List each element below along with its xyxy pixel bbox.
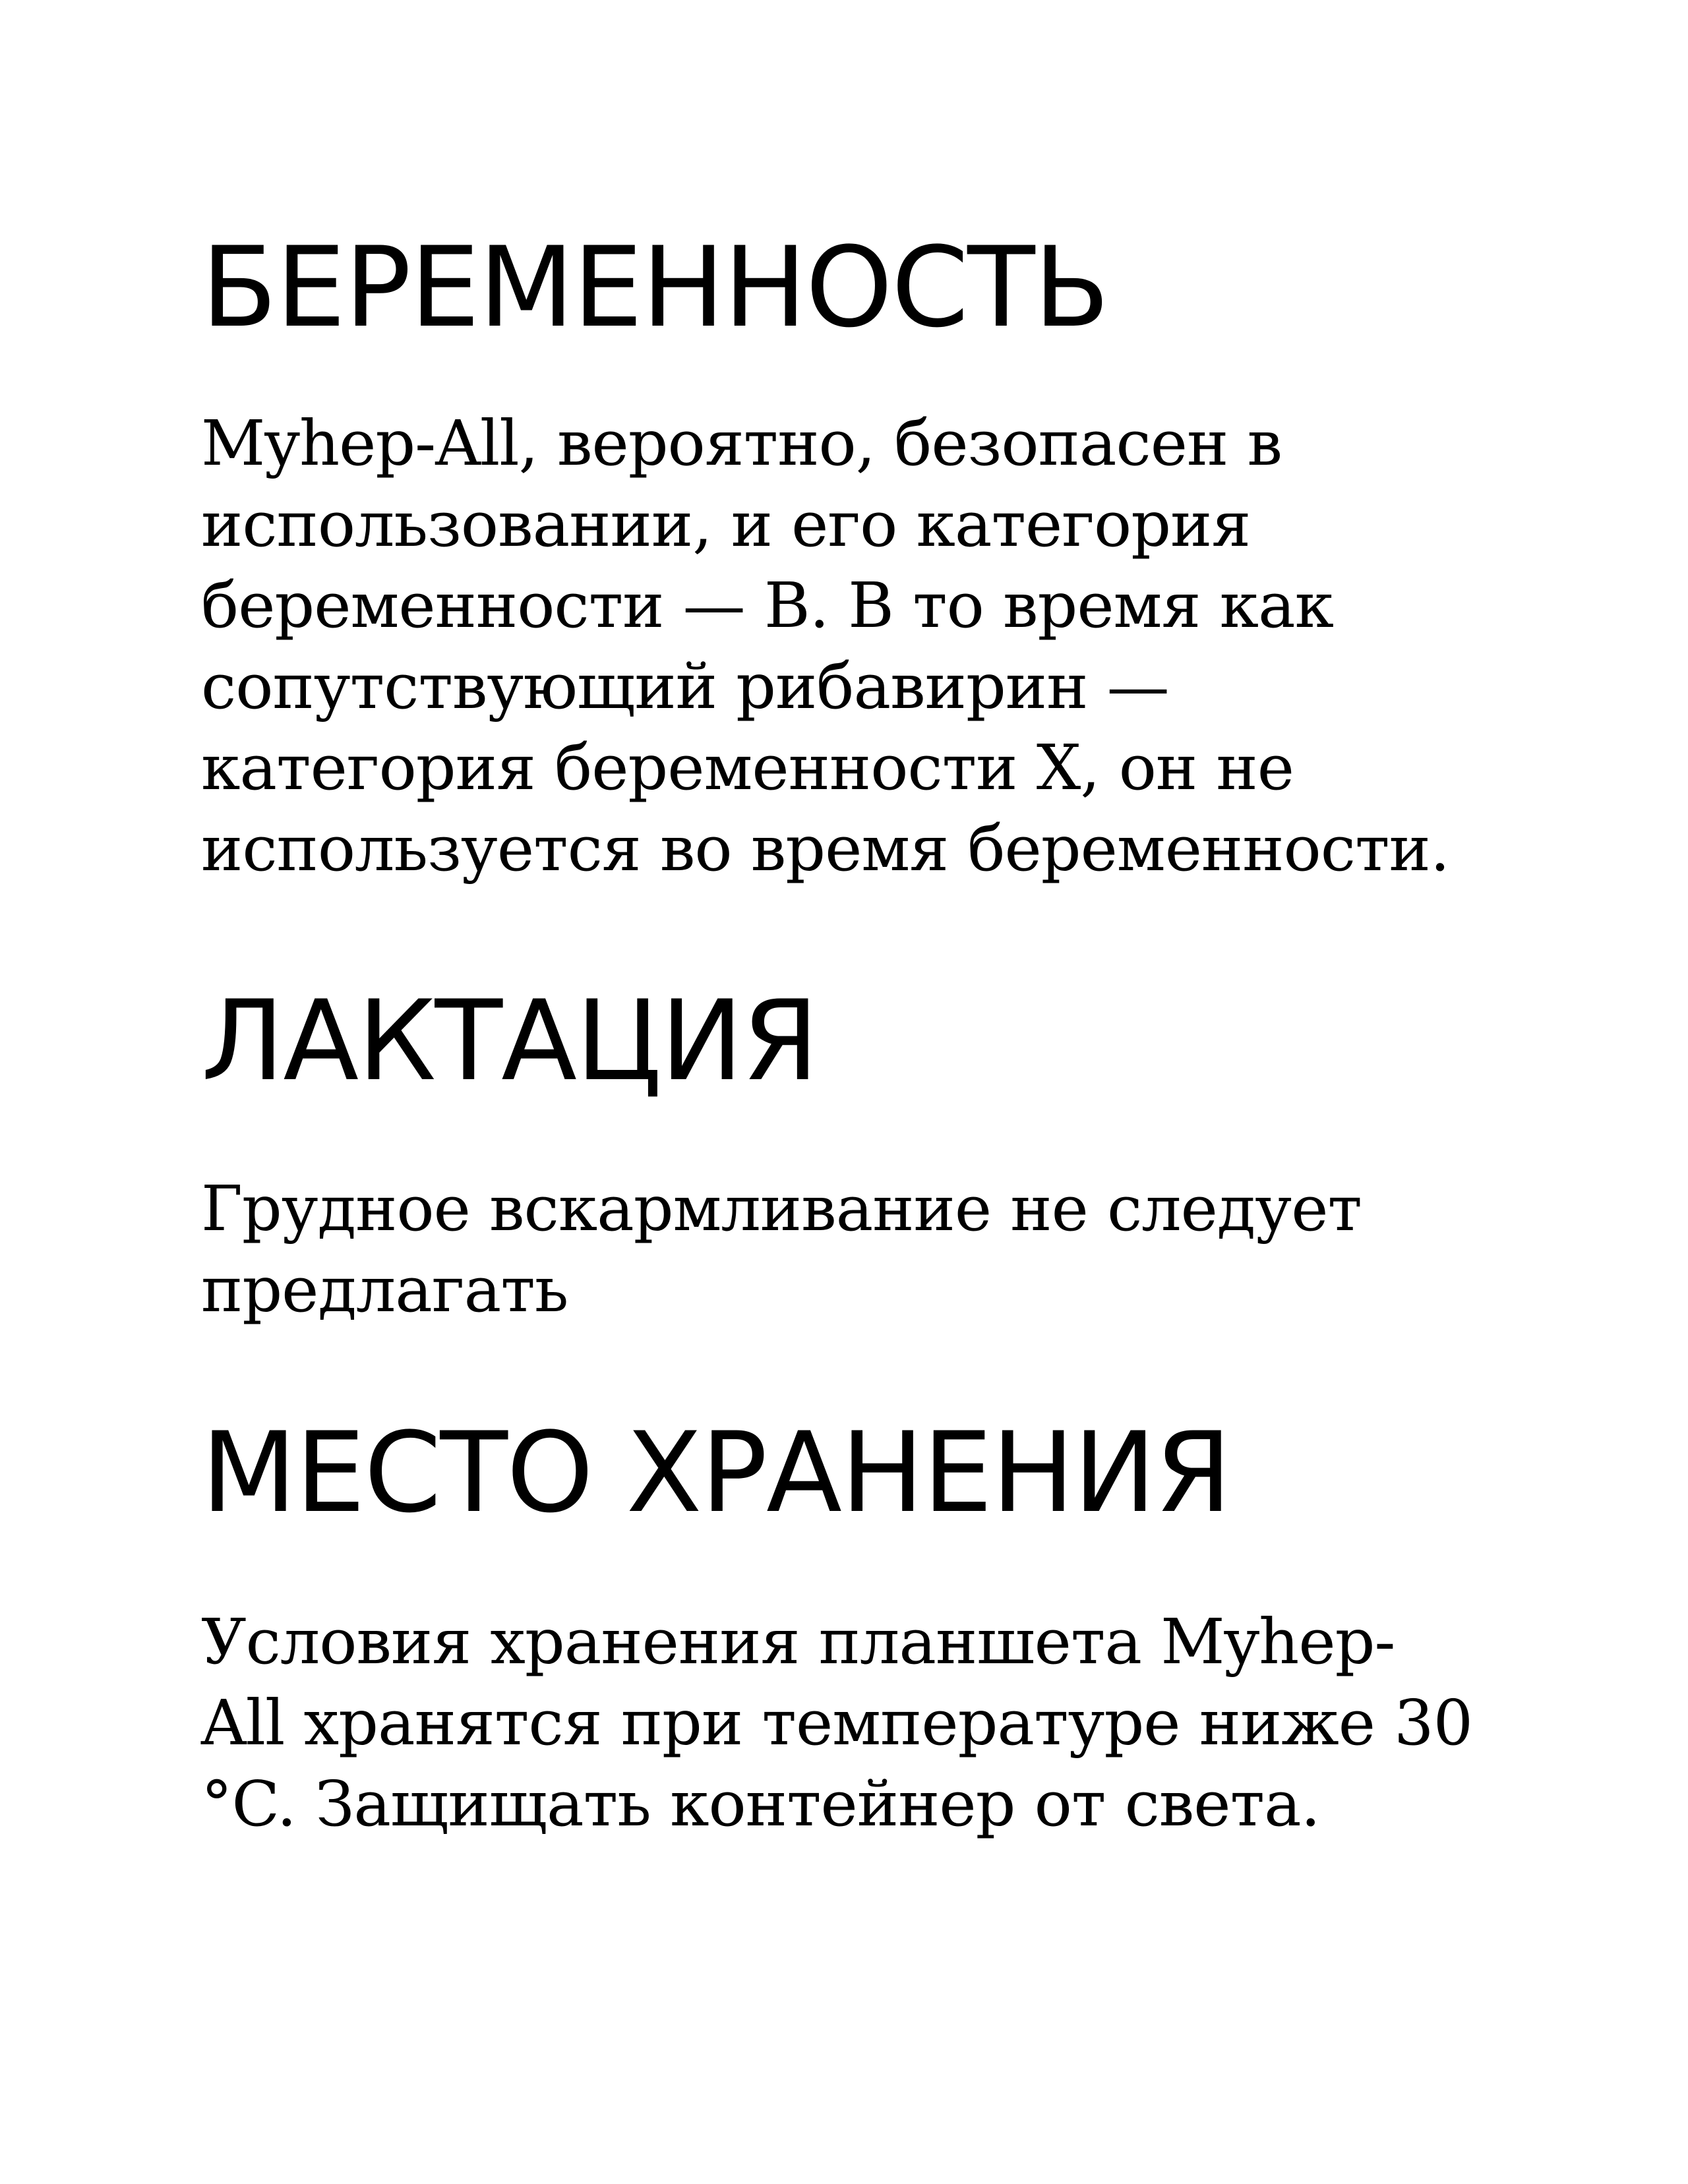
pregnancy-text	[201, 403, 1449, 890]
lactation-text-line: Грудное вскармливание не следует	[201, 1173, 1362, 1245]
pregnancy-text-line: беременности — B. В то время как	[201, 570, 1333, 642]
storage-text	[201, 1602, 1472, 1845]
storage-text-line: °C. Защищать контейнер от света.	[201, 1768, 1320, 1841]
pregnancy-text-line: категория беременности X, он не	[201, 732, 1294, 804]
pregnancy-text-line: используется во время беременности.	[201, 813, 1450, 885]
storage-text-line: Условия хранения планшета Myhep-	[201, 1606, 1395, 1678]
storage-heading: МЕСТО ХРАНЕНИЯ	[201, 1408, 1231, 1537]
pregnancy-heading: БЕРЕМЕННОСТЬ	[201, 223, 1109, 352]
pregnancy-text-line: Myhep-All, вероятно, безопасен в	[201, 407, 1282, 480]
pregnancy-text-line: использовании, и его категория	[201, 488, 1251, 561]
lactation-heading: ЛАКТАЦИЯ	[201, 976, 818, 1106]
storage-text-line: All хранятся при температуре ниже 30	[201, 1687, 1473, 1759]
pregnancy-text-line: сопутствующий рибавирин —	[201, 651, 1169, 723]
lactation-text	[201, 1169, 1362, 1331]
lactation-text-line: предлагать	[201, 1254, 568, 1326]
